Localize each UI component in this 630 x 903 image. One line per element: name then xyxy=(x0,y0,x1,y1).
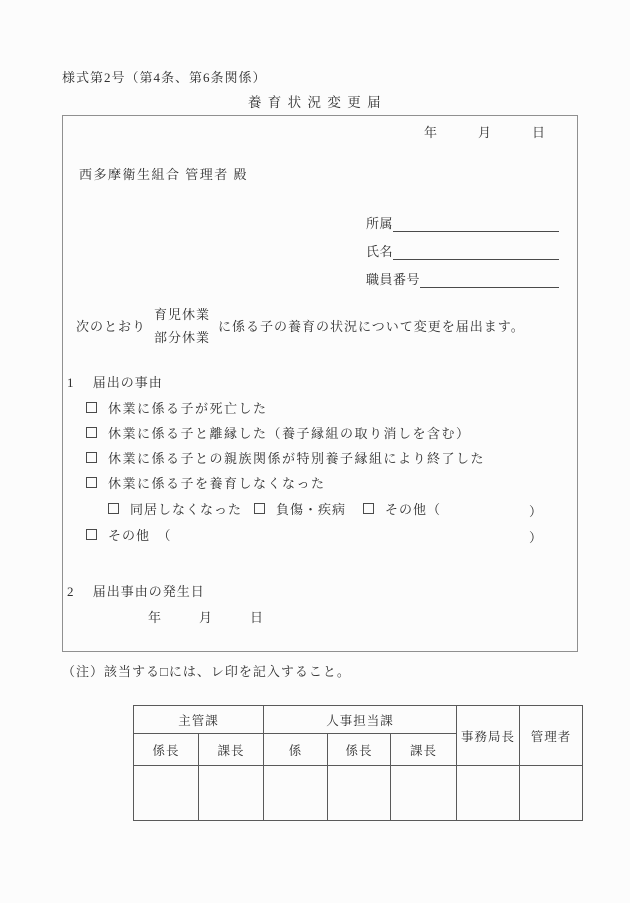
other-reason-label: その他 （ xyxy=(108,527,172,543)
header-shukanka: 主管課 xyxy=(134,706,264,734)
other-reason-item xyxy=(86,527,172,541)
occurrence-day-label: 日 xyxy=(250,610,265,625)
leave-type-childcare: 育児休業 xyxy=(154,307,211,322)
checkbox-injury-illness[interactable] xyxy=(254,503,265,514)
page-title: 養 育 状 況 変 更 届 xyxy=(247,95,383,110)
section2-heading xyxy=(67,581,205,600)
addressee: 西多摩衛生組合 管理者 殿 xyxy=(79,167,249,182)
employee-number-label: 職員番号 xyxy=(366,272,421,287)
checkbox-sub-other[interactable] xyxy=(363,503,374,514)
reason-label: 休業に係る子が死亡した xyxy=(108,400,268,416)
leave-type-partial: 部分休業 xyxy=(154,330,211,345)
checkbox-child-died[interactable] xyxy=(86,402,97,413)
sub-reason-injury-illness xyxy=(254,501,346,515)
subheader-kakaricho-1: 係長 xyxy=(134,734,199,766)
sub-reason-label: その他（ xyxy=(385,501,442,517)
section1-title: 届出の事由 xyxy=(92,375,163,390)
stamp-cell[interactable] xyxy=(520,766,583,821)
subheader-kakari: 係 xyxy=(264,734,328,766)
intent-statement xyxy=(76,306,525,344)
submission-date-line xyxy=(424,122,546,141)
reason-label: 休業に係る子を養育しなくなった xyxy=(108,475,326,491)
affiliation-field-row xyxy=(366,212,559,232)
stamp-cell[interactable] xyxy=(199,766,264,821)
sub-other-close-paren: ） xyxy=(529,504,544,519)
sub-reason-other xyxy=(363,501,441,515)
form-number: 様式第2号（第4条、第6条関係） xyxy=(62,70,267,85)
leave-type-options xyxy=(154,304,210,346)
stamp-cell[interactable] xyxy=(457,766,520,821)
other-reason-row xyxy=(63,527,577,545)
intent-suffix: に係る子の養育の状況について変更を届出ます。 xyxy=(218,318,525,334)
date-year-label: 年 xyxy=(424,125,439,140)
section2-title: 届出事由の発生日 xyxy=(92,584,205,599)
header-jinji-tantoka: 人事担当課 xyxy=(264,706,457,734)
employee-number-field-row xyxy=(366,268,559,288)
checkbox-stopped-caring[interactable] xyxy=(86,477,97,488)
reason-item-special-adoption-end xyxy=(86,450,485,464)
header-jimukyokucho: 事務局長 xyxy=(457,706,520,766)
affiliation-label: 所属 xyxy=(366,216,394,231)
affiliation-input-line[interactable] xyxy=(393,215,559,232)
employee-number-input-line[interactable] xyxy=(420,271,559,288)
form-border-box xyxy=(62,115,578,652)
checkbox-not-cohabiting[interactable] xyxy=(108,503,119,514)
sub-reason-label: 同居しなくなった xyxy=(130,501,243,517)
sub-reason-row xyxy=(63,501,577,519)
date-month-label: 月 xyxy=(478,125,493,140)
sub-reason-label: 負傷・疾病 xyxy=(276,501,347,517)
intent-prefix: 次のとおり xyxy=(76,318,147,334)
applicant-fields xyxy=(366,212,559,296)
reason-item-dissolution xyxy=(86,425,485,439)
section2-number: 2 xyxy=(67,584,75,599)
subheader-kacho-2: 課長 xyxy=(391,734,457,766)
stamp-cell[interactable] xyxy=(391,766,457,821)
stamp-cell[interactable] xyxy=(134,766,199,821)
occurrence-month-label: 月 xyxy=(199,610,214,625)
name-input-line[interactable] xyxy=(393,243,559,260)
reason-item-death xyxy=(86,400,485,414)
occurrence-year-label: 年 xyxy=(148,610,163,625)
subheader-kacho-1: 課長 xyxy=(199,734,264,766)
reason-checklist xyxy=(86,400,485,500)
footnote: （注）該当する□には、レ印を記入すること。 xyxy=(62,664,351,679)
date-day-label: 日 xyxy=(532,125,547,140)
section1-heading xyxy=(67,372,163,391)
section1-number: 1 xyxy=(67,375,75,390)
reason-label: 休業に係る子と離縁した（養子縁組の取り消しを含む） xyxy=(108,425,471,441)
checkbox-adoption-dissolved[interactable] xyxy=(86,427,97,438)
reason-item-no-longer-caring xyxy=(86,475,485,489)
reason-label: 休業に係る子との親族関係が特別養子縁組により終了した xyxy=(108,450,486,466)
occurrence-date-line xyxy=(148,607,264,626)
sub-reason-not-cohabiting xyxy=(108,501,242,515)
name-field-row xyxy=(366,240,559,260)
stamp-cell[interactable] xyxy=(264,766,328,821)
approval-stamp-table xyxy=(133,705,583,821)
header-kanrisha: 管理者 xyxy=(520,706,583,766)
name-label: 氏名 xyxy=(366,244,394,259)
stamp-cell[interactable] xyxy=(328,766,391,821)
subheader-kakaricho-2: 係長 xyxy=(328,734,391,766)
checkbox-other[interactable] xyxy=(86,529,97,540)
other-close-paren: ） xyxy=(529,530,544,545)
checkbox-kinship-ended[interactable] xyxy=(86,452,97,463)
